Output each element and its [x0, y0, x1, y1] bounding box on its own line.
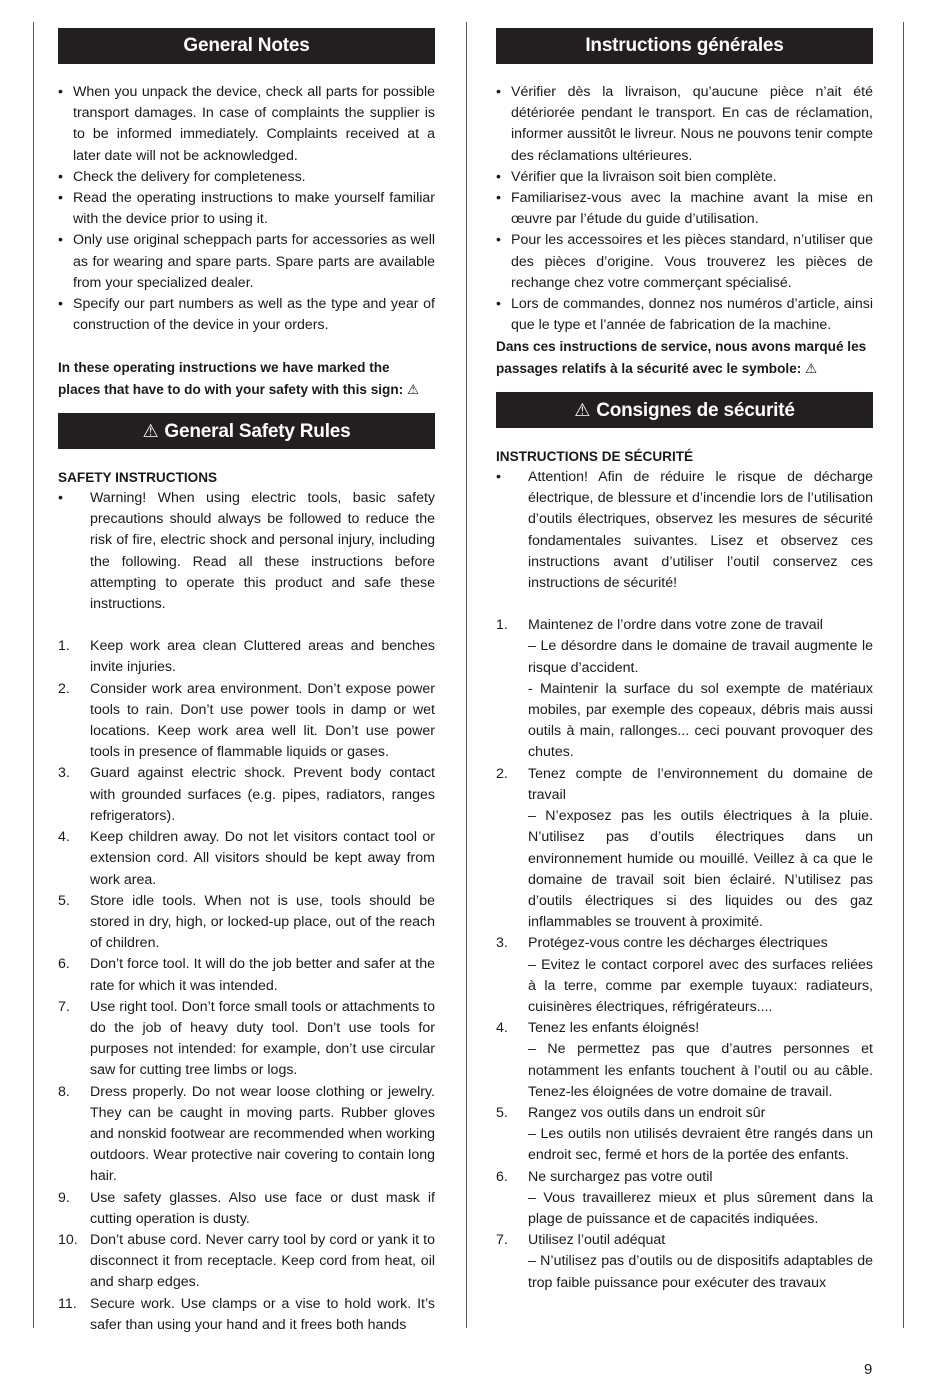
warning-triangle-icon: ⚠	[142, 420, 159, 441]
item-title: Tenez compte de l’environnement du domaine de travail	[528, 765, 873, 803]
item-line: – N’utilisez pas d’outils ou de dispositifs adaptables de trop faible puissance pour exécuter des travaux	[528, 1253, 873, 1291]
item-number: 1.	[496, 617, 508, 634]
safety-sign-note-fr: Dans ces instructions de service, nous avons marqué les passages relatifs à la sécurité avec le symbole: ⚠	[496, 339, 867, 376]
general-notes-title-fr: Instructions générales	[585, 35, 784, 56]
item-title: Rangez vos outils dans un endroit sûr	[528, 1104, 766, 1121]
general-notes-heading-fr	[496, 28, 873, 64]
list-item	[58, 827, 435, 891]
item-text: Don’t force tool. It will do the job better and safer at the rate for which it was intended.	[90, 956, 435, 994]
list-item	[58, 954, 435, 996]
list-item	[496, 615, 873, 763]
item-text: Secure work. Use clamps or a vise to hold work. It’s safer than using your hand and it frees both hands	[90, 1295, 435, 1333]
list-item: • Vérifier dès la livraison, qu’aucune pièce n’ait été détériorée pendant le transport. En cas de réclamation, informer aussitôt le livreur. Nous ne pouvons tenir compte des réclamations ultérieures.	[496, 82, 873, 167]
general-notes-title: General Notes	[183, 35, 310, 56]
item-line: – Evitez le contact corporel avec des surfaces reliées à la terre, comme par exemple tuyaux: radiateurs, cuisinères électriques, réfrigérateurs....	[528, 956, 873, 1015]
list-item: • Pour les accessoires et les pièces standard, n’utiliser que des pièces d’origine. Vous trouverez les pièces de rechange chez votre commerçant spécialisé.	[496, 230, 873, 294]
item-number: 2.	[496, 765, 508, 782]
safety-instructions-subhead: SAFETY INSTRUCTIONS	[58, 469, 218, 485]
list-item	[58, 1230, 435, 1294]
safety-rules-list-fr	[496, 615, 873, 1294]
list-item	[496, 1018, 873, 1103]
list-item	[58, 763, 435, 827]
item-number: 3.	[496, 935, 508, 952]
item-text: Store idle tools. When not is use, tools should be stored in dry, high, or locked-up place, out of the reach of children.	[90, 892, 435, 952]
list-item	[496, 1103, 873, 1167]
list-item	[496, 933, 873, 1018]
right-margin-rule	[903, 22, 904, 1328]
list-item	[58, 636, 435, 678]
item-number: 5.	[496, 1104, 508, 1121]
list-item: • Only use original scheppach parts for accessories as well as for wearing and spare parts. Spare parts are available from your specialized dealer.	[58, 230, 435, 294]
item-title: Ne surchargez pas votre outil	[528, 1168, 713, 1185]
list-item	[58, 891, 435, 955]
general-notes-heading	[58, 28, 435, 64]
item-text: Guard against electric shock. Prevent body contact with grounded surfaces (e.g. pipes, radiators, ranges refrigerators).	[90, 765, 435, 824]
item-number: 6.	[58, 956, 70, 973]
list-item: • Specify our part numbers as well as the type and year of construction of the device in your orders.	[58, 294, 435, 336]
safety-instructions-subhead-fr: INSTRUCTIONS DE SÉCURITÉ	[496, 448, 694, 464]
item-number: 2.	[58, 680, 70, 697]
item-text: Consider work area environment. Don’t expose power tools to rain. Don’t use power tools in damp or wet locations. Keep work area well lit. Don’t use power tools in presence of flammable liquids or gases.	[90, 680, 435, 761]
item-number: 7.	[496, 1232, 508, 1249]
item-line: – Ne permettez pas que d’autres personnes et notamment les enfants touchent à l’outil ou au câble. Tenez-les éloignées de votre domaine de travail.	[528, 1041, 873, 1100]
item-number: 4.	[58, 829, 70, 846]
warning-text-fr: Attention! Afin de réduire le risque de décharge électrique, de blessure et d’incendie lors de l’utilisation d’outils électriques, observez les mesures de sécurité fondamentales suivantes. Lisez et observez ces instructions avant d’utiliser l’outil conservez ces instructions de sécurité!	[528, 469, 873, 592]
warning-triangle-icon: ⚠	[574, 399, 591, 420]
general-notes-list-fr	[496, 82, 873, 336]
item-line: – Les outils non utilisés devraient être rangés dans un endroit sec, fermé et hors de la portée des enfants.	[528, 1126, 873, 1164]
list-item	[58, 1082, 435, 1188]
warning-text: Warning! When using electric tools, basic safety precautions should always be followed to reduce the risk of fire, electric shock and personal injury, including the following. Read all these instructions before attempting to operate this product and safe these instructions.	[90, 490, 435, 613]
safety-rules-title: General Safety Rules	[164, 420, 351, 442]
list-item	[496, 764, 873, 934]
item-number: 10.	[58, 1231, 78, 1248]
safety-rules-list	[58, 636, 435, 1336]
item-line: – Le désordre dans le domaine de travail augmente le risque d’accident.	[528, 638, 873, 676]
safety-rules-heading	[58, 413, 435, 449]
item-text: Use right tool. Don’t force small tools or attachments to do the job of heavy duty tool. Don’t use tools for purposes not intended: for example, don’t use circular saw for cutting tree limbs or logs.	[90, 998, 435, 1079]
list-item	[496, 1167, 873, 1231]
list-item	[58, 1188, 435, 1230]
safety-rules-title-fr: Consignes de sécurité	[596, 399, 795, 421]
general-notes-list	[58, 82, 435, 336]
item-number: 7.	[58, 998, 70, 1015]
list-item	[58, 997, 435, 1082]
item-number: 11.	[58, 1295, 77, 1312]
item-number: 3.	[58, 765, 70, 782]
bullet-icon: •	[58, 490, 63, 507]
list-item: • Read the operating instructions to make yourself familiar with the device prior to using it.	[58, 188, 435, 230]
list-item	[496, 1230, 873, 1294]
item-number: 1.	[58, 638, 70, 655]
item-text: Dress properly. Do not wear loose clothing or jewelry. They can be caught in moving parts. Rubber gloves and nonskid footwear are recommended when working outdoors. Wear protective nair covering to contain long hair.	[90, 1083, 435, 1185]
item-text: Keep children away. Do not let visitors contact tool or extension cord. All visitors should be kept away from work area.	[90, 829, 435, 888]
bullet-icon: •	[496, 469, 501, 486]
item-title: Maintenez de l’ordre dans votre zone de travail	[528, 617, 823, 634]
center-divider-rule	[466, 22, 467, 1328]
item-title: Tenez les enfants éloignés!	[528, 1020, 700, 1037]
item-number: 6.	[496, 1168, 508, 1185]
warning-paragraph-fr	[496, 467, 873, 594]
left-margin-rule	[33, 22, 34, 1328]
english-column	[58, 28, 435, 1336]
list-item: • Vérifier que la livraison soit bien complète.	[496, 167, 873, 188]
item-line: - Maintenir la surface du sol exempte de matériaux mobiles, par exemple des copeaux, débris mais aussi outils à main, rallonges... ceci pouvant provoquer des chutes.	[528, 680, 873, 761]
list-item: • Familiarisez-vous avec la machine avant la mise en œuvre par l’étude du guide d’utilisation.	[496, 188, 873, 230]
french-column	[496, 28, 873, 1294]
item-line: – N’exposez pas les outils électriques à la pluie. N’utilisez pas d’outils électriques dans un environnement humide ou mouillé. Veillez à ca que le domaine de travail soit bien éclairé. N’utilisez pas d’outils électriques si des liquides ou des gaz inflammables se trouvent à proximité.	[528, 808, 873, 931]
item-number: 5.	[58, 892, 70, 909]
safety-rules-heading-fr	[496, 392, 873, 428]
item-title: Protégez-vous contre les décharges électriques	[528, 935, 828, 952]
list-item: • Check the delivery for completeness.	[58, 167, 435, 188]
item-text: Don’t abuse cord. Never carry tool by cord or yank it to disconnect it from receptacle. Keep cord from heat, oil and sharp edges.	[90, 1231, 435, 1291]
list-item	[58, 679, 435, 764]
item-number: 9.	[58, 1189, 70, 1206]
warning-paragraph	[58, 488, 435, 615]
item-title: Utilisez l’outil adéquat	[528, 1232, 666, 1249]
list-item: • When you unpack the device, check all parts for possible transport damages. In case of complaints the supplier is to be informed immediately. Complaints received at a later date will not be acknowledged.	[58, 82, 435, 167]
list-item: • Lors de commandes, donnez nos numéros d’article, ainsi que le type et l’année de fabrication de la machine.	[496, 294, 873, 336]
item-number: 8.	[58, 1083, 70, 1100]
page-number: 9	[864, 1361, 873, 1378]
item-number: 4.	[496, 1020, 508, 1037]
list-item	[58, 1294, 435, 1336]
safety-sign-note: In these operating instructions we have marked the places that have to do with your safety with this sign: ⚠	[58, 360, 420, 397]
item-text: Keep work area clean Cluttered areas and benches invite injuries.	[90, 638, 435, 676]
item-line: – Vous travaillerez mieux et plus sûrement dans la plage de puissance et de capacités indiquées.	[528, 1189, 873, 1227]
item-text: Use safety glasses. Also use face or dust mask if cutting operation is dusty.	[90, 1189, 435, 1227]
